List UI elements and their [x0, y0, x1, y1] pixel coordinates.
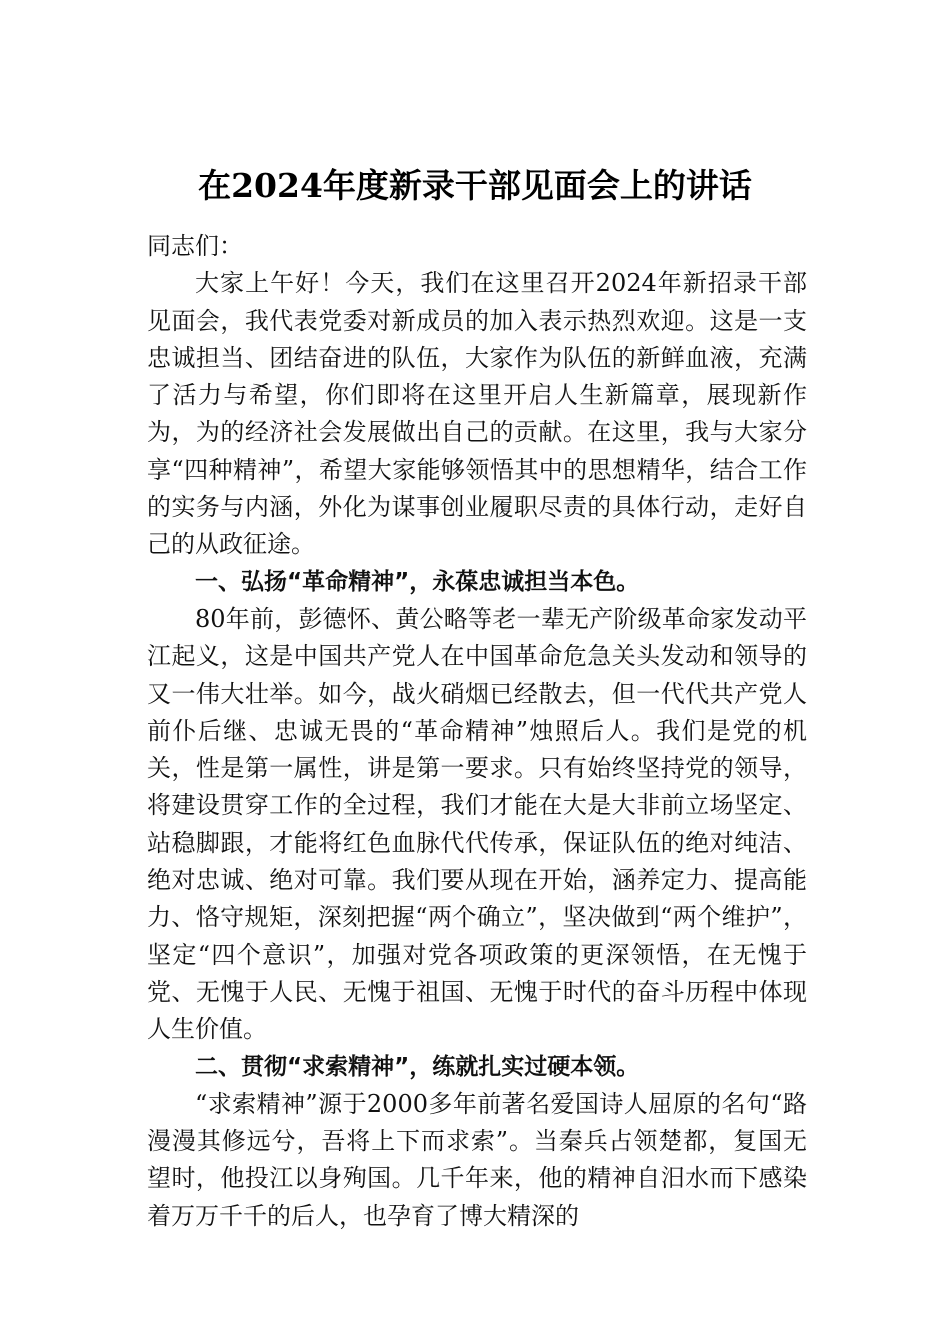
salutation: 同志们：: [147, 232, 243, 260]
paragraph-intro: 大家上午好！今天，我们在这里召开2024年新招录干部见面会，我代表党委对新成员的加入表示热烈欢迎。这是一支忠诚担当、团结奋进的队伍，大家作为队伍的新鲜血液，充满了活力与希望，你们即将在这里开启人生新篇章，展现新作为，为的经济社会发展做出自己的贡献。在这里，我与大家分享“四种精神”，希望大家能够领悟其中的思想精华，结合工作的实务与内涵，外化为谋事创业履职尽责的具体行动，走好自己的从政征途。: [147, 269, 807, 559]
document-body: [147, 228, 807, 1235]
document-title: 在2024年度新录干部见面会上的讲话: [198, 166, 752, 205]
section-heading-1: 一、弘扬“革命精神”，永葆忠诚担当本色。: [195, 568, 640, 595]
paragraph-section-2: “求索精神”源于2000多年前著名爱国诗人屈原的名句“路漫漫其修远兮，吾将上下而求索”。当秦兵占领楚都，复国无望时，他投江以身殉国。几千年来，他的精神自汨水而下感染着万万千千的后人，也孕育了博大精深的: [147, 1089, 807, 1230]
paragraph-section-1: 80年前，彭德怀、黄公略等老一辈无产阶级革命家发动平江起义，这是中国共产党人在中国革命危急关头发动和领导的又一伟大壮举。如今，战火硝烟已经散去，但一代代共产党人前仆后继、忠诚无畏的“革命精神”烛照后人。我们是党的机关，性是第一属性，讲是第一要求。只有始终坚持党的领导，将建设贯穿工作的全过程，我们才能在大是大非前立场坚定、站稳脚跟，才能将红色血脉代代传承，保证队伍的绝对纯洁、绝对忠诚、绝对可靠。我们要从现在开始，涵养定力、提高能力、恪守规矩，深刻把握“两个确立”，坚决做到“两个维护”，坚定“四个意识”，加强对党各项政策的更深领悟，在无愧于党、无愧于人民、无愧于祖国、无愧于时代的奋斗历程中体现人生价值。: [147, 604, 807, 1044]
section-heading-2: 二、贯彻“求索精神”，练就扎实过硬本领。: [195, 1053, 640, 1080]
